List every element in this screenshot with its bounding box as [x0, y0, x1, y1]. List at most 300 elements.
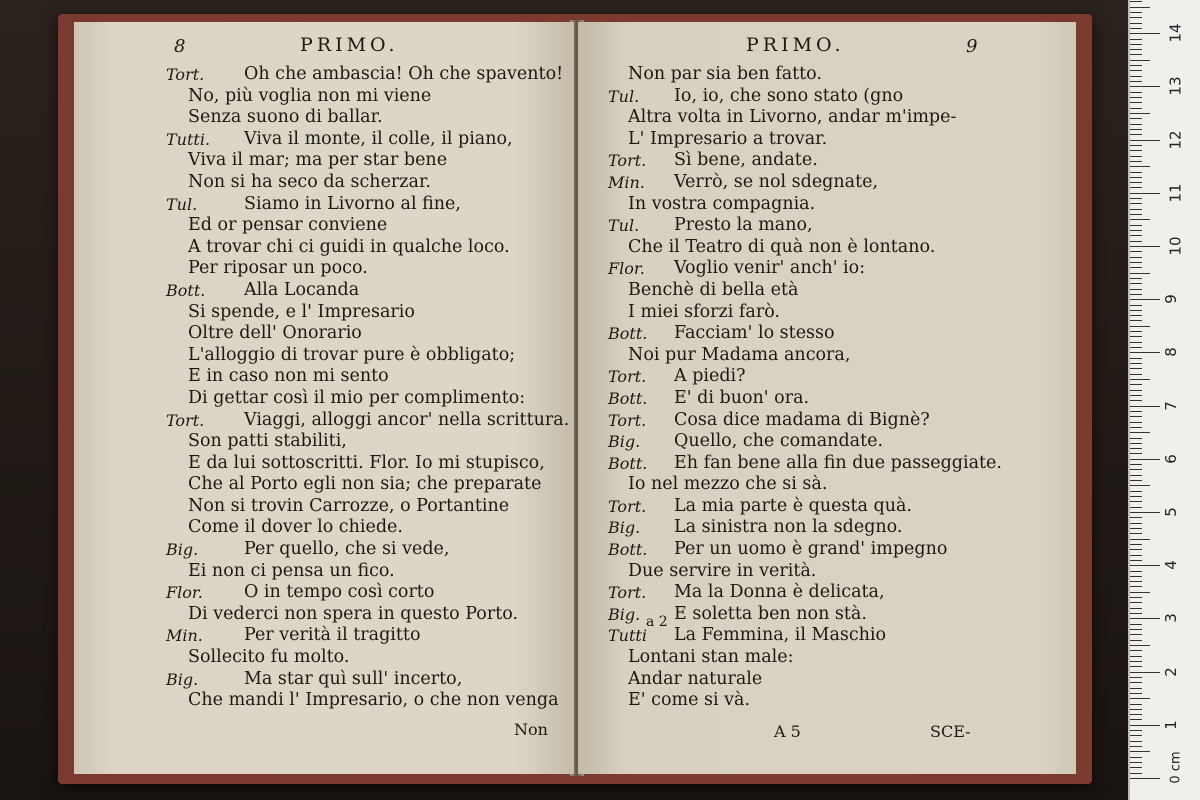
right-line — [578, 345, 1076, 367]
verse-text: L' Impresario a trovar. — [628, 128, 828, 149]
ruler-tick — [1130, 459, 1160, 460]
ruler-tick — [1130, 49, 1142, 50]
verse-text: Che al Porto egli non sia; che preparate — [188, 474, 542, 495]
speaker-name: Big. — [608, 432, 641, 452]
verse-text: E in caso non mi sento — [188, 366, 389, 387]
ruler-tick — [1130, 251, 1142, 252]
left-line — [74, 388, 574, 410]
ruler-tick — [1130, 33, 1160, 34]
speaker-name: Tort. — [608, 410, 647, 430]
ruler-tick — [1130, 480, 1142, 481]
ruler-tick — [1130, 773, 1142, 774]
ruler-tick — [1130, 246, 1160, 247]
signature-mark: A 5 — [774, 722, 801, 741]
ruler-tick — [1130, 751, 1150, 752]
ruler-tick — [1130, 289, 1142, 290]
ruler-tick — [1130, 719, 1142, 720]
left-line — [74, 323, 574, 345]
left-line — [74, 194, 574, 216]
verse-text: No, più voglia non mi viene — [188, 85, 432, 106]
ruler-tick — [1130, 501, 1142, 502]
verse-text: I miei sforzi farò. — [628, 301, 780, 322]
left-line — [74, 561, 574, 583]
left-line — [74, 453, 574, 475]
verse-text: Due servire in verità. — [628, 560, 817, 581]
ruler-tick — [1130, 485, 1150, 486]
left-line — [74, 258, 574, 280]
ruler-tick — [1130, 12, 1142, 13]
verse-text: Sì bene, andate. — [674, 150, 818, 171]
ruler-tick — [1130, 257, 1142, 258]
right-line — [578, 517, 1076, 539]
ruler-tick — [1130, 416, 1142, 417]
ruler-tick — [1130, 150, 1142, 151]
ruler-tick — [1130, 102, 1142, 103]
left-line — [74, 366, 574, 388]
left-text-block — [74, 64, 574, 712]
ruler-tick — [1130, 539, 1150, 540]
right-line — [578, 453, 1076, 475]
ruler-tick — [1130, 273, 1150, 274]
right-line — [578, 215, 1076, 237]
right-line — [578, 669, 1076, 691]
ruler-tick — [1130, 193, 1160, 194]
verse-text: E' come si và. — [628, 690, 751, 711]
ruler-tick — [1130, 746, 1142, 747]
ruler-tick — [1130, 17, 1142, 18]
ruler-tick — [1130, 76, 1142, 77]
ruler-tick — [1130, 395, 1142, 396]
left-line — [74, 237, 574, 259]
right-line — [578, 172, 1076, 194]
ruler-tick — [1130, 156, 1142, 157]
ruler-tick — [1130, 725, 1160, 726]
right-line — [578, 258, 1076, 280]
verse-text: L'alloggio di trovar pure è obbligato; — [188, 344, 516, 365]
ruler-tick — [1130, 70, 1142, 71]
ruler-tick — [1130, 709, 1142, 710]
ruler-tick — [1130, 7, 1150, 8]
ruler-tick — [1130, 363, 1142, 364]
ruler-tick — [1130, 1, 1142, 2]
verse-text: Son patti stabiliti, — [188, 431, 347, 452]
ruler-tick — [1130, 129, 1142, 130]
speaker-name: Bott. — [608, 388, 648, 408]
ruler-tick — [1130, 491, 1142, 492]
left-line — [74, 172, 574, 194]
a2-mark: a 2 — [646, 614, 668, 630]
left-line — [74, 215, 574, 237]
speaker-name: Tort. — [608, 367, 647, 387]
right-line — [578, 64, 1076, 86]
left-line — [74, 647, 574, 669]
right-line — [578, 194, 1076, 216]
ruler-tick — [1130, 597, 1142, 598]
right-line — [578, 129, 1076, 151]
ruler-tick — [1130, 379, 1150, 380]
ruler-tick — [1130, 613, 1142, 614]
verse-text: Viaggi, alloggi ancor' nella scrittura. — [244, 409, 570, 430]
ruler-tick — [1130, 44, 1142, 45]
verse-text: Che mandi l' Impresario, o che non venga — [188, 690, 559, 711]
right-line — [578, 302, 1076, 324]
ruler-tick — [1130, 177, 1142, 178]
speaker-name: Tul. — [608, 216, 640, 236]
verse-text: Siamo in Livorno al fine, — [244, 193, 461, 214]
verse-text: Ma la Donna è delicata, — [674, 582, 885, 603]
ruler-tick — [1130, 496, 1142, 497]
left-line — [74, 604, 574, 626]
ruler-tick — [1130, 677, 1142, 678]
verse-text: Di gettar così il mio per complimento: — [188, 387, 526, 408]
verse-text: Non par sia ben fatto. — [628, 64, 822, 84]
ruler-tick — [1130, 475, 1142, 476]
right-line — [578, 388, 1076, 410]
ruler-tick — [1130, 438, 1142, 439]
verse-text: E soletta ben non stà. — [674, 603, 867, 624]
ruler-label: 13 — [1166, 76, 1185, 96]
verse-text: In vostra compagnia. — [628, 193, 816, 214]
ruler-tick — [1130, 698, 1150, 699]
right-page-number: 9 — [966, 36, 978, 57]
ruler-tick — [1130, 384, 1142, 385]
verse-text: La sinistra non la sdegno. — [674, 517, 903, 538]
measuring-ruler — [1128, 0, 1200, 800]
ruler-tick — [1130, 730, 1142, 731]
verse-text: Cosa dice madama di Bignè? — [674, 409, 930, 430]
left-line — [74, 150, 574, 172]
ruler-tick — [1130, 347, 1142, 348]
verse-text: Eh fan bene alla fin due passeggiate. — [674, 452, 1002, 473]
ruler-tick — [1130, 512, 1160, 513]
verse-text: Non si trovin Carrozze, o Portantine — [188, 495, 510, 516]
right-line — [578, 366, 1076, 388]
ruler-tick — [1130, 134, 1142, 135]
right-line — [578, 431, 1076, 453]
right-catchword: SCE- — [930, 722, 971, 741]
ruler-tick — [1130, 661, 1142, 662]
ruler-label: 3 — [1161, 613, 1180, 624]
ruler-label: 9 — [1161, 294, 1180, 304]
ruler-tick — [1130, 374, 1142, 375]
verse-text: Di vederci non spera in questo Porto. — [188, 603, 519, 624]
verse-text: Viva il mar; ma per star bene — [188, 150, 448, 171]
ruler-tick — [1130, 161, 1142, 162]
ruler-tick — [1130, 299, 1160, 300]
right-line — [578, 647, 1076, 669]
ruler-tick — [1130, 310, 1142, 311]
ruler-tick — [1130, 320, 1142, 321]
verse-text: La mia parte è questa quà. — [674, 495, 912, 516]
ruler-unit-label: 0 cm — [1168, 751, 1184, 784]
verse-text: Benchè di bella età — [628, 279, 799, 300]
verse-text: Presto la mano, — [674, 215, 813, 236]
ruler-tick — [1130, 108, 1142, 109]
ruler-tick — [1130, 757, 1142, 758]
ruler-tick — [1130, 602, 1142, 603]
speaker-name: Big. — [166, 540, 199, 560]
ruler-tick — [1130, 432, 1150, 433]
verse-text: Quello, che comandate. — [674, 431, 884, 452]
ruler-tick — [1130, 166, 1150, 167]
speaker-name: Tutti. — [166, 129, 211, 149]
ruler-tick — [1130, 331, 1142, 332]
ruler-label: 7 — [1161, 400, 1180, 411]
verse-text: Io, io, che sono stato (gno — [674, 85, 904, 106]
ruler-tick — [1130, 65, 1142, 66]
speaker-name: Tutti — [608, 626, 647, 646]
ruler-tick — [1130, 608, 1142, 609]
ruler-tick — [1130, 666, 1142, 667]
ruler-label: 14 — [1166, 23, 1185, 43]
ruler-tick — [1130, 422, 1142, 423]
speaker-name: Tul. — [166, 194, 198, 214]
speaker-name: Tort. — [608, 583, 647, 603]
ruler-tick — [1130, 262, 1142, 263]
right-line — [578, 410, 1076, 432]
ruler-tick — [1130, 219, 1150, 220]
left-catchword: Non — [514, 720, 548, 739]
ruler-tick — [1130, 560, 1142, 561]
ruler-tick — [1130, 400, 1142, 401]
speaker-name: Big. — [608, 518, 641, 538]
ruler-label: 12 — [1166, 130, 1185, 150]
verse-text: O in tempo così corto — [244, 582, 435, 603]
speaker-name: Flor. — [608, 259, 645, 279]
verse-text: Non si ha seco da scherzar. — [188, 171, 431, 192]
ruler-tick — [1130, 92, 1142, 93]
ruler-tick — [1130, 390, 1142, 391]
verse-text: Io nel mezzo che si sà. — [628, 474, 828, 495]
right-line — [578, 237, 1076, 259]
ruler-tick — [1130, 86, 1160, 87]
right-running-head: PRIMO. — [746, 34, 845, 56]
speaker-name: Tort. — [166, 410, 205, 430]
ruler-tick — [1130, 592, 1150, 593]
left-line — [74, 431, 574, 453]
ruler-tick — [1130, 507, 1142, 508]
left-line — [74, 86, 574, 108]
verse-text: Ma star quì sull' incerto, — [244, 668, 463, 689]
speaker-name: Bott. — [608, 324, 648, 344]
speaker-name: Tort. — [166, 65, 205, 84]
ruler-tick — [1130, 336, 1142, 337]
verse-text: Verrò, se nol sdegnate, — [674, 171, 879, 192]
ruler-label: 8 — [1161, 347, 1180, 358]
ruler-tick — [1130, 97, 1142, 98]
speaker-name: Flor. — [166, 583, 203, 603]
ruler-label: 11 — [1166, 183, 1185, 203]
verse-text: Per riposar un poco. — [188, 258, 368, 279]
ruler-tick — [1130, 549, 1142, 550]
ruler-tick — [1130, 672, 1160, 673]
verse-text: Senza suono di ballar. — [188, 107, 383, 128]
ruler-tick — [1130, 145, 1142, 146]
ruler-tick — [1130, 140, 1160, 141]
speaker-name: Tul. — [608, 86, 640, 106]
ruler-tick — [1130, 443, 1142, 444]
left-line — [74, 474, 574, 496]
speaker-name: Big. — [608, 604, 641, 624]
ruler-tick — [1130, 618, 1160, 619]
left-line — [74, 690, 574, 712]
ruler-label: 4 — [1161, 560, 1180, 570]
left-line — [74, 302, 574, 324]
ruler-label: 10 — [1166, 236, 1185, 256]
speaker-name: Bott. — [608, 540, 648, 560]
ruler-tick — [1130, 39, 1142, 40]
ruler-tick — [1130, 411, 1142, 412]
ruler-tick — [1130, 555, 1142, 556]
ruler-tick — [1130, 368, 1142, 369]
ruler-tick — [1130, 315, 1142, 316]
verse-text: Come il dover lo chiede. — [188, 517, 403, 538]
left-line — [74, 64, 574, 86]
left-line — [74, 669, 574, 691]
ruler-tick — [1130, 528, 1142, 529]
ruler-tick — [1130, 81, 1142, 82]
verse-text: Si spende, e l' Impresario — [188, 301, 415, 322]
speaker-name: Tort. — [608, 151, 647, 171]
speaker-name: Bott. — [166, 280, 206, 300]
left-line — [74, 582, 574, 604]
verse-text: Lontani stan male: — [628, 647, 794, 668]
verse-text: La Femmina, il Maschio — [674, 625, 887, 646]
verse-text: Per quello, che si vede, — [244, 539, 450, 560]
right-line — [578, 474, 1076, 496]
verse-text: Per un uomo è grand' impegno — [674, 539, 948, 560]
right-line — [578, 323, 1076, 345]
ruler-tick — [1130, 225, 1142, 226]
ruler-tick — [1130, 778, 1160, 779]
ruler-tick — [1130, 278, 1142, 279]
ruler-tick — [1130, 406, 1160, 407]
ruler-tick — [1130, 124, 1142, 125]
left-page-number: 8 — [174, 36, 186, 57]
ruler-tick — [1130, 586, 1142, 587]
verse-text: Oltre dell' Onorario — [188, 323, 362, 344]
left-line — [74, 410, 574, 432]
right-line — [578, 280, 1076, 302]
speaker-name: Big. — [166, 669, 199, 689]
ruler-tick — [1130, 693, 1142, 694]
ruler-tick — [1130, 634, 1142, 635]
ruler-tick — [1130, 581, 1142, 582]
right-line — [578, 561, 1076, 583]
ruler-tick — [1130, 453, 1142, 454]
ruler-tick — [1130, 688, 1142, 689]
ruler-tick — [1130, 629, 1142, 630]
verse-text: Voglio venir' anch' io: — [674, 258, 866, 279]
verse-text: E' di buon' ora. — [674, 387, 810, 408]
right-line — [578, 690, 1076, 712]
right-page — [578, 22, 1076, 774]
ruler-tick — [1130, 517, 1142, 518]
ruler-tick — [1130, 283, 1142, 284]
ruler-tick — [1130, 187, 1142, 188]
verse-text: Noi pur Madama ancora, — [628, 344, 851, 365]
ruler-tick — [1130, 305, 1142, 306]
ruler-tick — [1130, 118, 1142, 119]
speaker-name: Bott. — [608, 453, 648, 473]
verse-text: E da lui sottoscritti. Flor. Io mi stupisco, — [188, 452, 545, 473]
ruler-tick — [1130, 544, 1142, 545]
ruler-tick — [1130, 640, 1142, 641]
left-line — [74, 539, 574, 561]
ruler-tick — [1130, 469, 1142, 470]
ruler-tick — [1130, 714, 1142, 715]
verse-text: Andar naturale — [628, 668, 763, 689]
ruler-tick — [1130, 113, 1150, 114]
ruler-tick — [1130, 326, 1150, 327]
verse-text: Per verità il tragitto — [244, 625, 421, 646]
ruler-label: 6 — [1161, 454, 1180, 464]
left-line — [74, 129, 574, 151]
right-line — [578, 150, 1076, 172]
speaker-name: Min. — [608, 172, 645, 192]
ruler-tick — [1130, 762, 1142, 763]
verse-text: Alla Locanda — [244, 279, 360, 300]
speaker-name: Tort. — [608, 496, 647, 516]
ruler-tick — [1130, 767, 1142, 768]
left-line — [74, 496, 574, 518]
ruler-tick — [1130, 704, 1142, 705]
ruler-tick — [1130, 565, 1160, 566]
verse-text: Che il Teatro di quà non è lontano. — [628, 236, 936, 257]
ruler-tick — [1130, 203, 1142, 204]
ruler-label: 5 — [1161, 507, 1180, 517]
verse-text: Altra volta in Livorno, andar m'impe- — [628, 107, 957, 128]
right-line — [578, 107, 1076, 129]
ruler-tick — [1130, 358, 1142, 359]
ruler-tick — [1130, 656, 1142, 657]
ruler-tick — [1130, 198, 1142, 199]
ruler-tick — [1130, 23, 1142, 24]
left-page — [74, 22, 574, 774]
ruler-tick — [1130, 182, 1142, 183]
verse-text: Sollecito fu molto. — [188, 647, 350, 668]
verse-text: Ed or pensar conviene — [188, 215, 388, 236]
left-running-head: PRIMO. — [300, 34, 399, 56]
left-line — [74, 280, 574, 302]
ruler-tick — [1130, 352, 1160, 353]
left-line — [74, 625, 574, 647]
ruler-tick — [1130, 571, 1142, 572]
right-line — [578, 582, 1076, 604]
verse-text: Oh che ambascia! Oh che spavento! — [244, 64, 564, 84]
speaker-name: Min. — [166, 626, 203, 646]
ruler-label: 1 — [1161, 720, 1180, 730]
ruler-tick — [1130, 294, 1142, 295]
verse-text: Facciam' lo stesso — [674, 323, 835, 344]
right-line — [578, 496, 1076, 518]
ruler-tick — [1130, 448, 1142, 449]
right-line — [578, 86, 1076, 108]
ruler-tick — [1130, 230, 1142, 231]
ruler-tick — [1130, 214, 1142, 215]
ruler-tick — [1130, 624, 1142, 625]
right-line — [578, 539, 1076, 561]
ruler-tick — [1130, 741, 1142, 742]
ruler-tick — [1130, 735, 1142, 736]
verse-text: A piedi? — [674, 366, 746, 387]
left-line — [74, 517, 574, 539]
ruler-tick — [1130, 267, 1142, 268]
ruler-tick — [1130, 209, 1142, 210]
left-line — [74, 107, 574, 129]
ruler-tick — [1130, 235, 1142, 236]
ruler-tick — [1130, 650, 1142, 651]
